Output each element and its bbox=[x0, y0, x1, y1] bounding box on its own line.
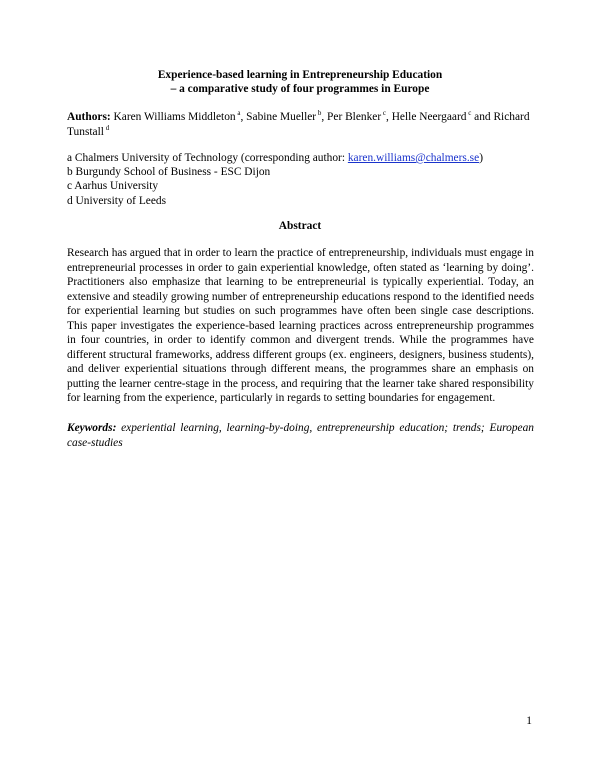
abstract-heading: Abstract bbox=[278, 220, 322, 232]
author-list bbox=[67, 110, 537, 139]
paper-title bbox=[0, 69, 600, 96]
affiliation-a bbox=[67, 151, 537, 165]
abstract-body: Research has argued that in order to learn the practice of entrepreneurship, individuals must engage in entrepreneurial processes in order to gain experiential knowledge, often stated as ‘learning by doing’. Practitioners also emphasize that learning to be entrepreneurial is typically experiential. Today, an extensive and steadily growing number of entrepreneurship educations respond to the identified needs for experiential learning but studies on such programmes have often been single case descriptions. This paper investigates the experience-based learning practices across entrepreneurship programmes in four countries, in order to identify common and divergent trends. While the programmes have different structural frameworks, address different groups (ex. engineers, designers, business students), and deliver experiential situations through different means, the programmes share an emphasis on putting the learner centre-stage in the process, and requiring that the learner take shared responsibility for learning from the experience, particularly in regards to setting boundaries for engagement. bbox=[67, 247, 534, 404]
affiliation-d: d University of Leeds bbox=[67, 194, 167, 207]
author-affiliation-marker: c bbox=[381, 109, 386, 117]
keywords-label: Keywords: bbox=[67, 422, 117, 434]
author-affiliation-marker: b bbox=[316, 109, 322, 117]
title-line-1: Experience-based learning in Entrepreneurship Education bbox=[157, 69, 443, 81]
author-name: Richard Tunstall bbox=[67, 111, 530, 138]
affiliation-c: c Aarhus University bbox=[67, 180, 159, 193]
author-names: Karen Williams Middleton $^a$, Sabine Mueller $^b$, Per Blenker $^c$, Helle Neergaard $^c$ and Richard Tunstall $^d$ bbox=[67, 109, 530, 138]
author-name: Per Blenker bbox=[327, 111, 382, 123]
affiliation-a-close: ) bbox=[479, 152, 483, 164]
keywords bbox=[67, 421, 534, 450]
author-affiliation-marker: c bbox=[466, 109, 472, 117]
title-line-2: – a comparative study of four programmes in Europe bbox=[170, 82, 430, 95]
authors-label: Authors: bbox=[67, 111, 111, 123]
corresponding-email-link[interactable]: karen.williams@chalmers.se bbox=[347, 152, 480, 164]
affiliation-a-text: a Chalmers University of Technology (corresponding author: bbox=[67, 152, 348, 164]
affiliations bbox=[67, 151, 537, 208]
author-name: Sabine Mueller bbox=[246, 111, 317, 123]
author-affiliation-marker: a bbox=[235, 109, 241, 117]
author-affiliation-marker: d bbox=[103, 123, 110, 132]
author-name: Karen Williams Middleton bbox=[113, 111, 236, 123]
author-name: Helle Neergaard bbox=[391, 111, 467, 123]
page-number: 1 bbox=[526, 715, 532, 727]
keywords-text: experiential learning, learning-by-doing, entrepreneurship education; trends; European case-studies bbox=[67, 422, 534, 449]
affiliation-b: b Burgundy School of Business - ESC Dijon bbox=[67, 166, 271, 179]
